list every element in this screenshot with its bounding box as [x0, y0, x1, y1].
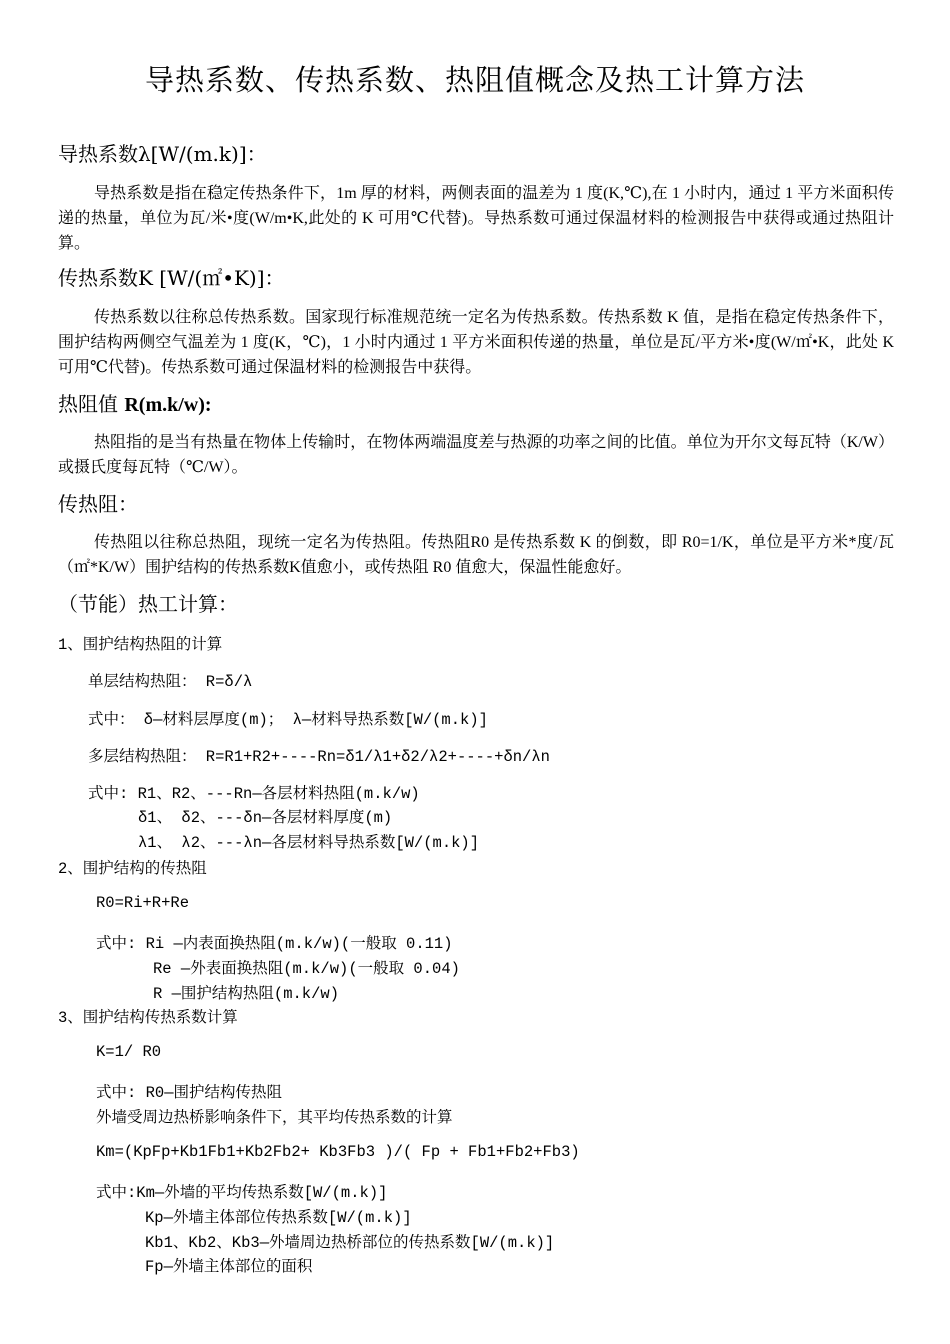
- km-where-4: Fp—外墙主体部位的面积: [145, 1258, 313, 1276]
- k-formula: K=1/ R0: [96, 1043, 162, 1061]
- paragraph-heat-transfer-coefficient: 传热系数以往称总传热系数。国家现行标准规范统一定名为传热系数。传热系数 K 值，是指在稳定传热条件下，围护结构两侧空气温差为 1 度(K，℃)，1 小时内通过 1 平方米面积传递的热量，单位是瓦/平方米•度(W/㎡•K，此处 K 可用℃代替)。传热系数可通过保温材料的检测报告中获得。: [58, 309, 894, 376]
- km-where-2: Kp—外墙主体部位传热系数[W/(m.k)]: [145, 1209, 412, 1227]
- multi-layer-where-1: 式中: R1、R2、---Rn—各层材料热阻(m.k/w): [88, 785, 420, 803]
- item-1-heading: 1、围护结构热阻的计算: [58, 636, 223, 654]
- r0-where-3: R —围护结构热阻(m.k/w): [153, 985, 340, 1003]
- r0-formula: R0=Ri+R+Re: [96, 894, 190, 912]
- paragraph-heat-transfer-resistance: 传热阻以往称总热阻，现统一定名为传热阻。传热阻R0 是传热系数 K 的倒数，即 R0=1/K，单位是平方米*度/瓦（㎡*K/W）围护结构的传热系数K值愈小，或传热阻 R0 值愈大，保温性能愈好。: [58, 534, 894, 576]
- k-where: 式中: R0—围护结构传热阻: [96, 1084, 283, 1102]
- heading-heat-transfer-coefficient: 传热系数K [W/(㎡•K)]：: [58, 266, 285, 290]
- multi-layer-where-3: λ1、 λ2、---λn—各层材料导热系数[W/(m.k)]: [138, 834, 480, 852]
- single-layer-where: 式中： δ—材料层厚度(m)； λ—材料导热系数[W/(m.k)]: [88, 711, 488, 729]
- heading-thermal-conductivity: 导热系数λ[W/(m.k)]：: [58, 142, 267, 166]
- item-2-heading: 2、围护结构的传热阻: [58, 860, 207, 878]
- km-formula: Km=(KpFp+Kb1Fb1+Kb2Fb2+ Kb3Fb3 )/( Fp + Fb1+Fb2+Fb3): [96, 1143, 580, 1161]
- multi-layer-formula: 多层结构热阻： R=R1+R2+----Rn=δ1/λ1+δ2/λ2+----+δn/λn: [88, 748, 550, 766]
- heading-thermal-resistance: [58, 388, 212, 417]
- paragraph-thermal-resistance: 热阻指的是当有热量在物体上传输时，在物体两端温度差与热源的功率之间的比值。单位为开尔文每瓦特（K/W）或摄氏度每瓦特（℃/W）。: [58, 434, 894, 476]
- heading-calculation: （节能）热工计算：: [58, 592, 238, 616]
- paragraph-thermal-conductivity: 导热系数是指在稳定传热条件下，1m 厚的材料，两侧表面的温差为 1 度(K,℃),在 1 小时内，通过 1 平方米面积传递的热量，单位为瓦/米•度(W/m•K,此处的 K 可用℃代替)。导热系数可通过保温材料的检测报告中获得或通过热阻计算。: [58, 185, 894, 252]
- heading-thermal-resistance-prefix: 热阻值: [58, 392, 125, 416]
- multi-layer-where-2: δ1、 δ2、---δn—各层材料厚度(m): [138, 809, 393, 827]
- item-3-heading: 3、围护结构传热系数计算: [58, 1009, 238, 1027]
- r0-where-2: Re —外表面换热阻(m.k/w)(一般取 0.04): [153, 960, 460, 978]
- heading-thermal-resistance-unit: R(m.k/w):: [124, 394, 212, 416]
- r0-where-1: 式中: Ri —内表面换热阻(m.k/w)(一般取 0.11): [96, 935, 453, 953]
- single-layer-formula: 单层结构热阻： R=δ/λ: [88, 673, 253, 691]
- heading-heat-transfer-resistance: 传热阻：: [58, 492, 138, 516]
- km-where-1: 式中:Km—外墙的平均传热系数[W/(m.k)]: [96, 1184, 388, 1202]
- document-title: 导热系数、传热系数、热阻值概念及热工计算方法: [144, 65, 805, 97]
- km-where-3: Kb1、Kb2、Kb3—外墙周边热桥部位的传热系数[W/(m.k)]: [145, 1234, 555, 1252]
- wall-intro: 外墙受周边热桥影响条件下，其平均传热系数的计算: [96, 1109, 453, 1127]
